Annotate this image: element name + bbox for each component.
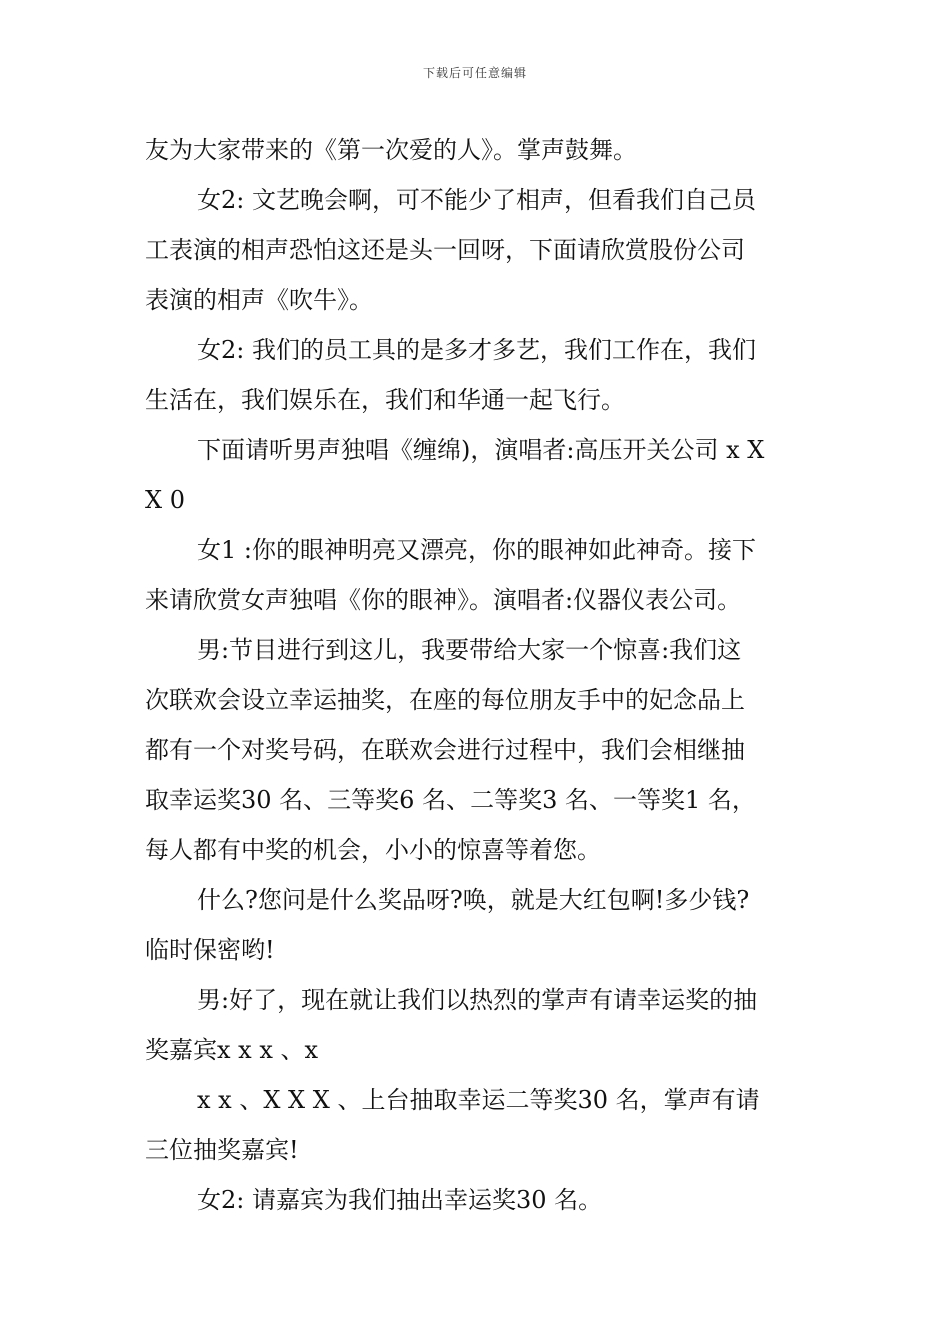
text-line: 临时保密哟! <box>145 936 275 964</box>
text-line: 女2: 我们的员工具的是多才多艺，我们工作在，我们 <box>197 336 756 364</box>
text-line: 男:好了，现在就让我们以热烈的掌声有请幸运奖的抽 <box>197 986 758 1014</box>
text-line: 奖嘉宾x x x 、x <box>145 1036 319 1064</box>
text-line: 三位抽奖嘉宾! <box>145 1136 299 1164</box>
text-line: 下面请听男声独唱《缠绵)，演唱者:高压开关公司 x X <box>197 436 765 464</box>
text-line: 女2: 请嘉宾为我们抽出幸运奖30 名。 <box>197 1186 603 1214</box>
text-line: 女1 :你的眼神明亮又漂亮，你的眼神如此神奇。接下 <box>197 536 756 564</box>
text-line: 什么?您问是什么奖品呀?唤，就是大红包啊!多少钱? <box>197 886 750 914</box>
text-line: 都有一个对奖号码，在联欢会进行过程中，我们会相继抽 <box>145 736 745 764</box>
text-line: X 0 <box>145 486 185 514</box>
text-line: 友为大家带来的《第一次爱的人》。掌声鼓舞。 <box>145 136 637 164</box>
text-line: 每人都有中奖的机会，小小的惊喜等着您。 <box>145 836 601 864</box>
text-line: 女2: 文艺晚会啊，可不能少了相声，但看我们自己员 <box>197 186 756 214</box>
document-body <box>145 125 825 1225</box>
text-line: 次联欢会设立幸运抽奖，在座的每位朋友手中的妃念品上 <box>145 686 745 714</box>
page-header: 下载后可任意编辑 <box>422 66 527 80</box>
text-line: 生活在，我们娱乐在，我们和华通一起飞行。 <box>145 386 625 414</box>
text-line: 表演的相声《吹牛》。 <box>145 286 373 314</box>
text-line: 来请欣赏女声独唱《你的眼神》。演唱者:仪器仪表公司。 <box>145 586 742 614</box>
text-line: 工表演的相声恐怕这还是头一回呀，下面请欣赏股份公司 <box>145 236 745 264</box>
text-line: x x 、X X X 、上台抽取幸运二等奖30 名，掌声有请 <box>197 1086 760 1114</box>
text-line: 取幸运奖30 名、三等奖6 名、二等奖3 名、一等奖1 名， <box>145 786 756 814</box>
text-line: 男:节目进行到这儿，我要带给大家一个惊喜:我们这 <box>197 636 742 664</box>
